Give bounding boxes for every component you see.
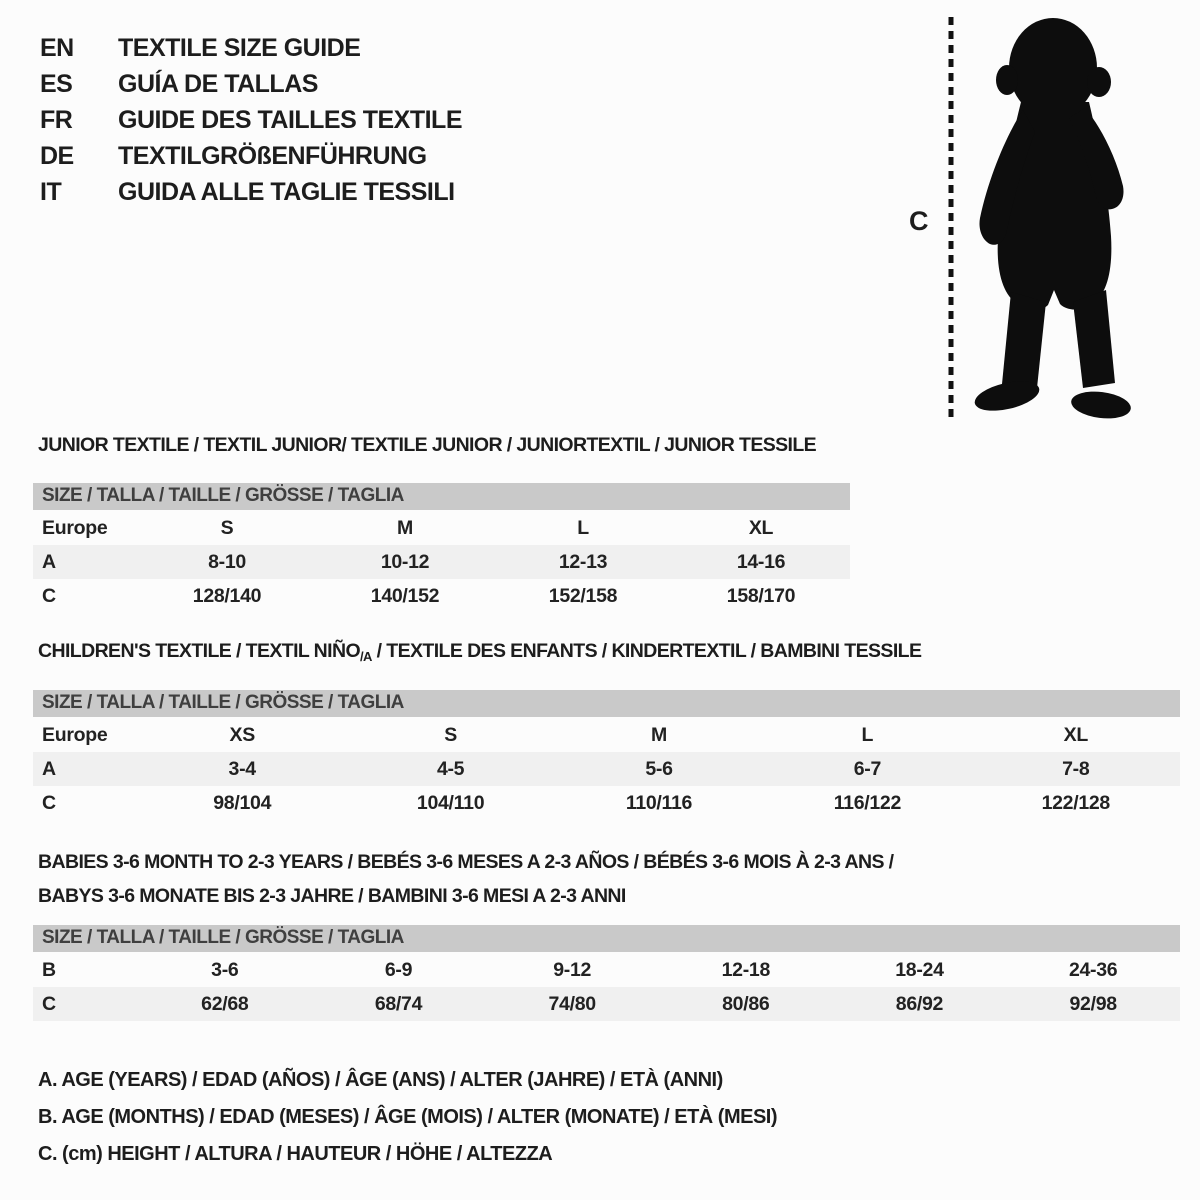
table-cell: 5-6	[555, 752, 763, 786]
table-cell: 104/110	[416, 791, 485, 814]
baby-silhouette-icon	[965, 14, 1157, 420]
table-cell: 80/86	[659, 987, 833, 1021]
table-cell: 12-18	[721, 959, 770, 982]
table-row	[33, 987, 1180, 1021]
legend-item-a: A. AGE (YEARS) / EDAD (AÑOS) / ÂGE (ANS) / ALTER (JAHRE) / ETÀ (ANNI)	[38, 1069, 723, 1091]
language-code: DE	[40, 142, 74, 170]
language-row	[40, 174, 462, 210]
table-row	[33, 511, 850, 545]
table-cell: M	[397, 517, 413, 540]
table-cell: XS	[229, 724, 255, 747]
table-cell: 74/80	[485, 987, 659, 1021]
table-cell: 122/128	[1041, 791, 1110, 814]
children-title-prefix: CHILDREN'S TEXTILE / TEXTIL NIÑO	[38, 640, 361, 662]
junior-size-table	[33, 483, 850, 613]
junior-section-title: JUNIOR TEXTILE / TEXTIL JUNIOR/ TEXTILE JUNIOR / JUNIORTEXTIL / JUNIOR TESSILE	[38, 434, 817, 456]
language-row	[40, 66, 462, 102]
table-row	[33, 718, 1180, 752]
table-cell: 140/152	[370, 584, 440, 607]
table-cell: 98/104	[213, 791, 272, 814]
table-cell: 14-16	[672, 545, 850, 579]
height-measure-dashed-line	[945, 14, 957, 420]
table-cell: 68/74	[312, 987, 486, 1021]
table-cell: L	[861, 724, 874, 747]
table-cell: 6-7	[763, 752, 971, 786]
children-title-subscript: /A	[360, 649, 372, 664]
language-title: TEXTILGRÖßENFÜHRUNG	[118, 142, 427, 170]
language-list	[40, 30, 462, 210]
table-cell: 110/116	[625, 791, 693, 814]
height-measure-label: C	[909, 206, 929, 236]
table-row	[33, 953, 1180, 987]
table-cell: 8-10	[138, 545, 316, 579]
table-cell: 9-12	[553, 959, 592, 982]
language-title: GUIDE DES TAILLES TEXTILE	[118, 106, 463, 134]
table-cell: M	[651, 724, 667, 747]
table-cell: 116/122	[833, 791, 902, 814]
children-section-title	[38, 640, 921, 664]
table-row	[33, 545, 850, 579]
table-cell: 4-5	[346, 752, 554, 786]
table-row	[33, 786, 1180, 820]
table-cell: S	[220, 517, 234, 540]
language-row	[40, 102, 462, 138]
language-title: GUÍA DE TALLAS	[118, 70, 318, 98]
table-cell: 86/92	[833, 987, 1007, 1021]
language-code: IT	[40, 178, 62, 206]
children-size-table	[33, 690, 1180, 820]
table-cell: 12-13	[494, 545, 672, 579]
table-cell: 152/158	[548, 584, 618, 607]
table-cell: XL	[1063, 724, 1088, 747]
table-cell: A	[33, 752, 138, 786]
table-cell: 10-12	[316, 545, 494, 579]
table-cell: S	[444, 724, 457, 747]
table-cell: C	[42, 791, 56, 814]
table-cell: Europe	[42, 724, 108, 747]
language-row	[40, 30, 462, 66]
table-cell: 3-6	[211, 959, 239, 982]
table-cell: B	[42, 959, 56, 982]
language-code: EN	[40, 34, 74, 62]
language-title: GUIDA ALLE TAGLIE TESSILI	[118, 178, 455, 206]
language-code: FR	[40, 106, 73, 134]
size-header: SIZE / TALLA / TAILLE / GRÖSSE / TAGLIA	[33, 925, 1180, 953]
children-title-suffix: / TEXTILE DES ENFANTS / KINDERTEXTIL / BAMBINI TESSILE	[371, 640, 922, 662]
legend-item-b: B. AGE (MONTHS) / EDAD (MESES) / ÂGE (MOIS) / ALTER (MONATE) / ETÀ (MESI)	[38, 1106, 778, 1128]
babies-title-line2: BABYS 3-6 MONATE BIS 2-3 JAHRE / BAMBINI 3-6 MESI A 2-3 ANNI	[38, 885, 626, 907]
table-cell: 24-36	[1068, 959, 1118, 982]
table-cell: XL	[748, 517, 774, 540]
table-cell: 92/98	[1006, 987, 1180, 1021]
table-cell: 128/140	[192, 584, 262, 607]
table-cell: C	[33, 987, 138, 1021]
table-cell: 62/68	[138, 987, 312, 1021]
table-cell: 7-8	[972, 752, 1180, 786]
size-header: SIZE / TALLA / TAILLE / GRÖSSE / TAGLIA	[33, 483, 850, 511]
table-cell: A	[33, 545, 138, 579]
table-row	[33, 752, 1180, 786]
height-measure-figure	[905, 14, 1165, 420]
table-cell: C	[42, 584, 56, 607]
table-cell: L	[577, 517, 589, 540]
babies-size-table	[33, 925, 1180, 1021]
table-cell: 18-24	[895, 959, 944, 982]
table-row	[33, 579, 850, 613]
language-row	[40, 138, 462, 174]
language-code: ES	[40, 70, 73, 98]
size-header: SIZE / TALLA / TAILLE / GRÖSSE / TAGLIA	[33, 690, 1180, 718]
table-cell: 3-4	[138, 752, 346, 786]
legend	[38, 1062, 777, 1173]
babies-title-line1: BABIES 3-6 MONTH TO 2-3 YEARS / BEBÉS 3-6 MESES A 2-3 AÑOS / BÉBÉS 3-6 MOIS À 2-3 ANS /	[38, 851, 894, 873]
table-cell: 6-9	[384, 959, 413, 982]
table-cell: 158/170	[726, 584, 796, 607]
babies-section-title	[38, 845, 893, 913]
legend-item-c: C. (cm) HEIGHT / ALTURA / HAUTEUR / HÖHE / ALTEZZA	[38, 1143, 553, 1165]
table-cell: Europe	[42, 517, 108, 540]
language-title: TEXTILE SIZE GUIDE	[118, 34, 361, 62]
